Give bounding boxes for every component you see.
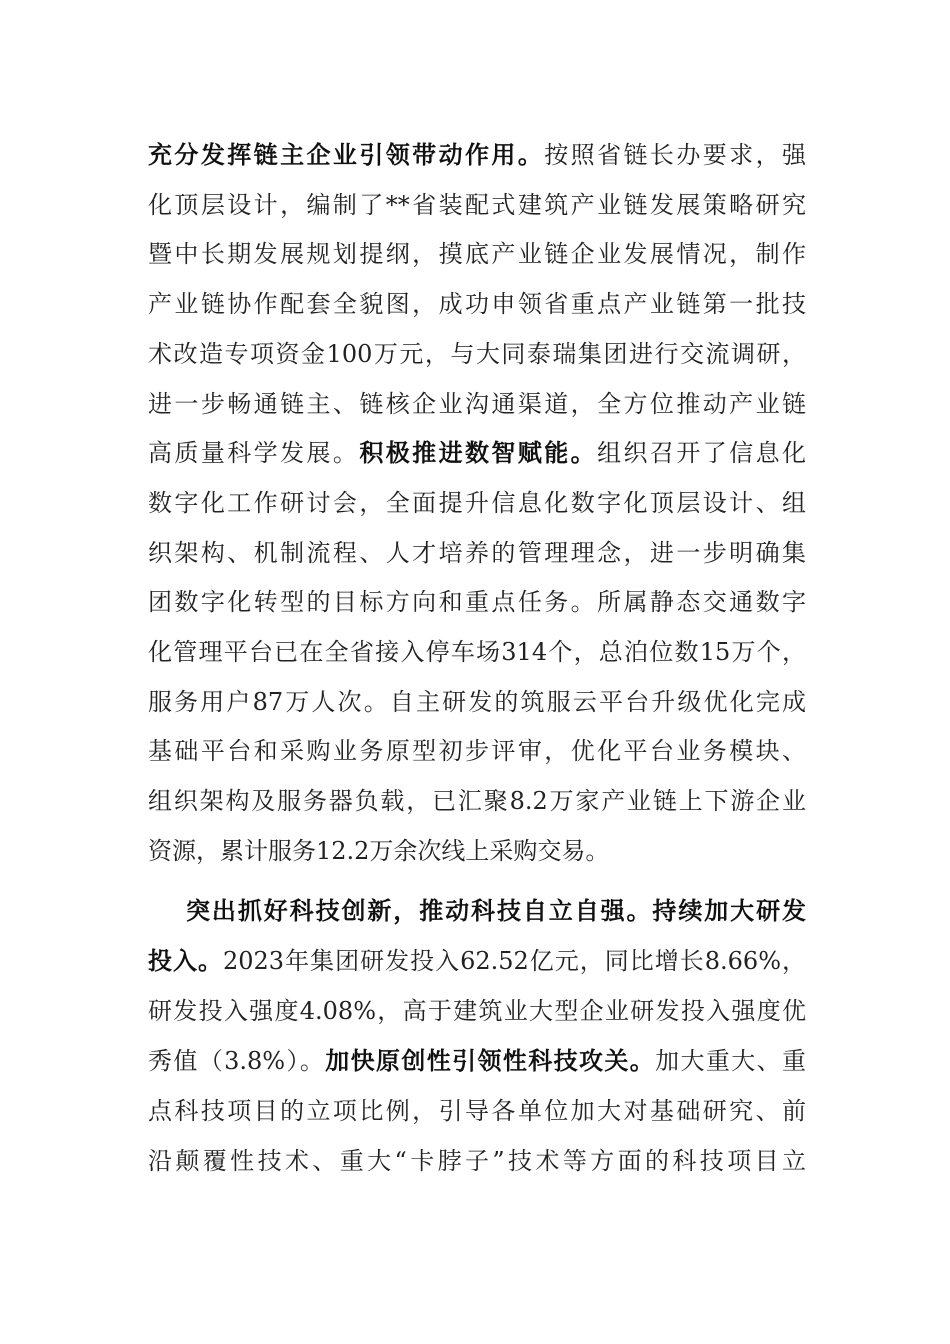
text-line: [148, 687, 806, 717]
text-line: [148, 587, 806, 617]
text-line: [148, 438, 806, 468]
text-line: [148, 190, 806, 220]
body-text: 服务用户87万人次。自主研发的筑服云平台升级优化完成: [148, 687, 806, 716]
text-line: [148, 637, 806, 667]
body-text: 织架构、机制流程、人才培养的管理理念，进一步明确集: [148, 538, 806, 567]
text-line: [148, 1046, 806, 1076]
body-text: 数字化工作研讨会，全面提升信息化数字化顶层设计、组: [148, 488, 806, 517]
text-line: [148, 996, 806, 1026]
bold-heading-text: 充分发挥链主企业引领带动作用。: [148, 140, 545, 169]
text-line: [148, 786, 806, 816]
bold-heading-text: 积极推进数智赋能。: [359, 438, 598, 468]
body-text: 秀值（3.8%）。: [148, 1047, 326, 1075]
text-line: [148, 538, 806, 568]
text-line: [148, 1096, 806, 1126]
body-text: 加大重大、重: [655, 1047, 807, 1075]
body-text: 资源，累计服务12.2万余次线上采购交易。: [148, 836, 610, 865]
body-text: 2023年集团研发投入62.52亿元，同比增长8.66%，: [223, 947, 806, 975]
text-line: [148, 836, 806, 866]
body-text: 按照省链长办要求，强: [544, 141, 806, 169]
text-line: [148, 488, 806, 518]
text-line: [148, 389, 806, 419]
body-text: 组织架构及服务器负载，已汇聚8.2万家产业链上下游企业: [148, 787, 806, 816]
body-text: 化管理平台已在全省接入停车场314个，总泊位数15万个，: [148, 638, 806, 666]
body-text: 术改造专项资金100万元，与大同泰瑞集团进行交流调研，: [148, 339, 806, 368]
body-text: 化顶层设计，编制了**省装配式建筑产业链发展策略研究: [148, 190, 806, 219]
bold-heading-text: 加快原创性引领性科技攻关。: [325, 1046, 656, 1075]
bold-heading-text: 投入。: [148, 946, 223, 975]
text-line: [148, 339, 806, 369]
body-text: 暨中长期发展规划提纲，摸底产业链企业发展情况，制作: [148, 240, 806, 269]
body-text: 团数字化转型的目标方向和重点任务。所属静态交通数字: [148, 588, 806, 617]
body-text: 基础平台和采购业务原型初步评审，优化平台业务模块、: [148, 737, 806, 766]
body-text: 组织召开了信息化: [597, 439, 807, 468]
body-text: 进一步畅通链主、链核企业沟通渠道，全方位推动产业链: [148, 389, 806, 418]
body-text: 沿颠覆性技术、重大“卡脖子”技术等方面的科技项目立: [148, 1147, 806, 1175]
body-text: 研发投入强度4.08%，高于建筑业大型企业研发投入强度优: [148, 997, 806, 1025]
text-line: [148, 946, 806, 976]
text-line: [148, 736, 806, 766]
body-text: 点科技项目的立项比例，引导各单位加大对基础研究、前: [148, 1097, 806, 1125]
text-line: [186, 896, 806, 926]
text-line: [148, 1146, 806, 1176]
body-text: 产业链协作配套全貌图，成功申领省重点产业链第一批技: [148, 290, 806, 319]
bold-heading-text: 突出抓好科技创新，推动科技自立自强。持续加大研发: [186, 896, 806, 925]
body-text: 高质量科学发展。: [148, 439, 360, 468]
text-line: [148, 289, 806, 319]
text-line: [148, 239, 806, 269]
text-line: [148, 140, 806, 170]
